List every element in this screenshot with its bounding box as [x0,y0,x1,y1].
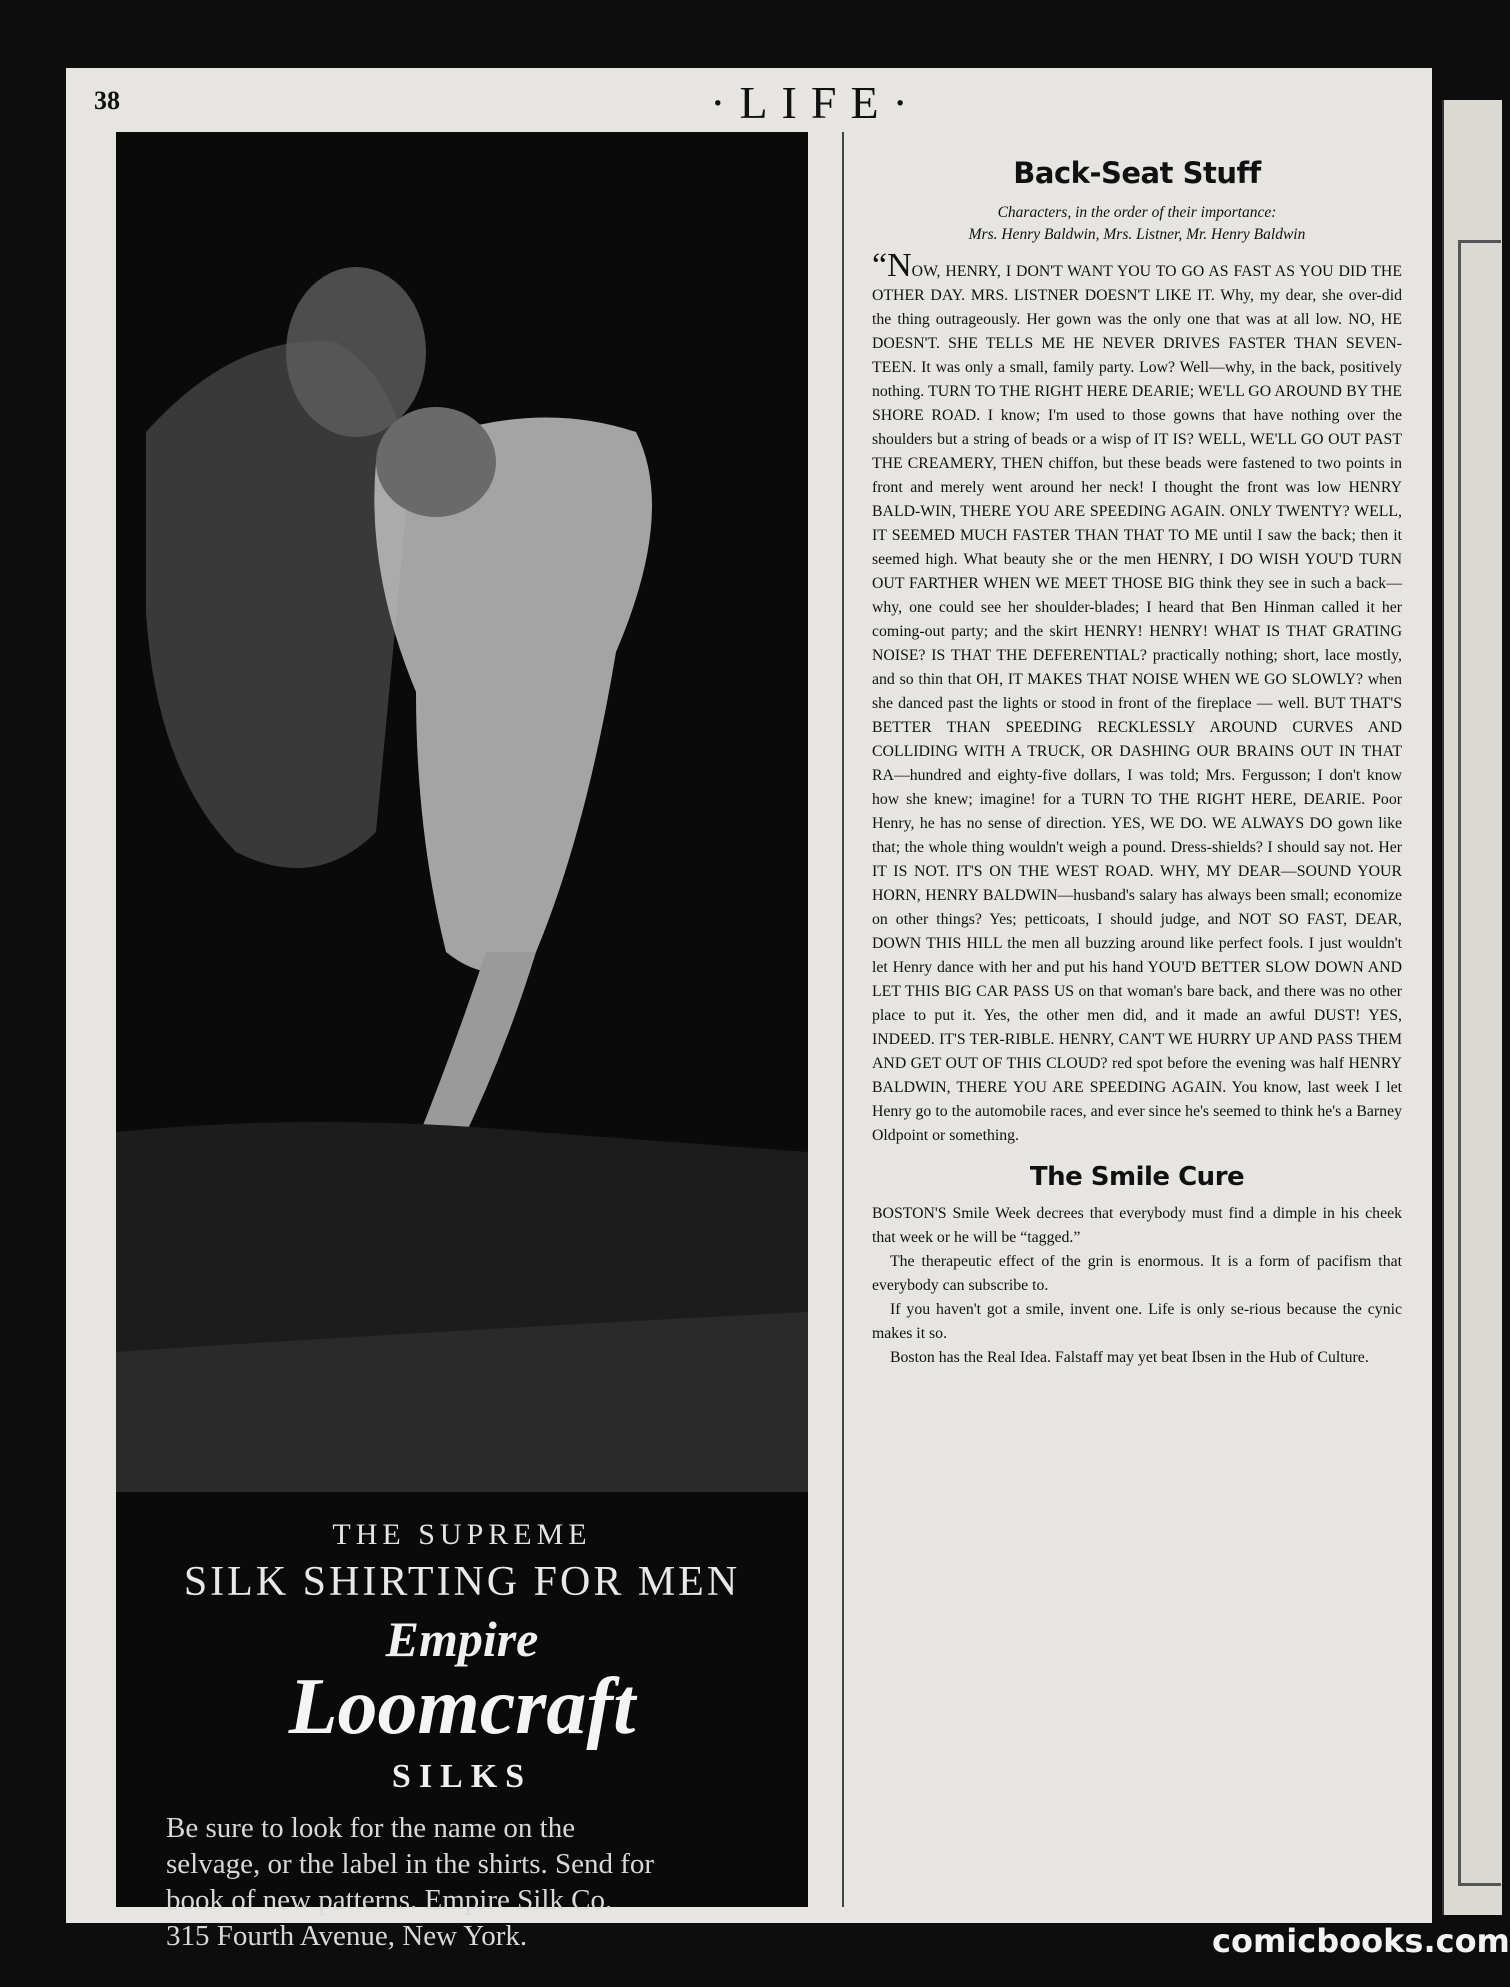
paragraph: If you haven't got a smile, invent one. Life is only se-rious because the cynic makes it so. [872,1301,1402,1342]
adjacent-page-frame [1458,240,1501,1886]
ad-headline-large: SILK SHIRTING FOR MEN [183,1559,741,1605]
article-title: Back-Seat Stuff [1013,156,1261,190]
page-number: 38 [94,86,120,115]
ad-body-line: Be sure to look for the name on the [166,1812,576,1844]
magazine-title: ·LIFE· [710,77,922,128]
ad-headline-small: THE SUPREME [332,1518,592,1551]
paragraph: Boston has the Real Idea. Falstaff may yet beat Ibsen in the Hub of Culture. [890,1349,1369,1366]
paragraph: BOSTON'S Smile Week decrees that everybody must find a dimple in his cheek that week or he will be “tagged.” [872,1205,1402,1246]
advertisement-illustration [116,132,808,1492]
adjacent-page-edge [1442,100,1502,1915]
paragraph: The therapeutic effect of the grin is enormous. It is a form of pacifism that everybody can subscribe to. [872,1253,1402,1294]
drop-cap: “N [872,247,912,284]
ad-body-line: book of new patterns. Empire Silk Co. [166,1884,613,1916]
article-body [872,247,1402,1148]
characters-line: Characters, in the order of their importance: [997,204,1277,221]
characters-line: Mrs. Henry Baldwin, Mrs. Listner, Mr. Henry Baldwin [968,226,1306,243]
watermark: comicbooks.com [1212,1922,1510,1960]
ad-body-line: selvage, or the label in the shirts. Send for [166,1848,655,1880]
characters-list [872,202,1402,246]
ad-body-line: 315 Fourth Avenue, New York. [166,1920,528,1952]
article-column [872,156,1402,1370]
ad-brand-silks: SILKS [391,1758,533,1795]
column-divider [842,132,844,1907]
ad-brand-empire: Empire [385,1611,539,1667]
second-article-title: The Smile Cure [1029,1162,1245,1192]
article-body-text: OW, HENRY, I DON'T WANT YOU TO GO AS FAST AS YOU DID THE OTHER DAY. MRS. LISTNER DOESN'T LIKE IT. Why, my dear, she over-did the thing outrageously. Her gown was the only one that was at all low. NO, HE DOESN'T. SHE TELLS ME HE NEVER DRIVES FASTER THAN SEVEN-TEEN. It was only a small, family party. Low? Well—why, in the back, positively nothing. TURN TO THE RIGHT HERE DEARIE; WE'LL GO AROUND BY THE SHORE ROAD. I know; I'm used to those gowns that have nothing over the shoulders but a string of beads or a wisp of IT IS? WELL, WE'LL GO OUT PAST THE CREAMERY, THEN chiffon, but these beads were fastened to two points in front and merely went around her neck! I thought the front was low HENRY BALD-WIN, THERE YOU ARE SPEEDING AGAIN. ONLY TWENTY? WELL, IT SEEMED MUCH FASTER THAN THAT TO ME until I saw the back; then it seemed high. What beauty she or the men HENRY, I DO WISH YOU'D TURN OUT FARTHER WHEN WE MEET THOSE BIG think they see in such a back—why, one could see her shoulder-blades; I heard that Ben Hinman called it her coming-out party; and the skirt HENRY! HENRY! WHAT IS THAT GRATING NOISE? IS THAT THE DEFERENTIAL? practically nothing; short, lace mostly, and so thin that OH, IT MAKES THAT NOISE WHEN WE GO SLOWLY? when she danced past the lights or stood in front of the fireplace — well. BUT THAT'S BETTER THAN SPEEDING RECKLESSLY AROUND CURVES AND COLLIDING WITH A TRUCK, OR DASHING OUR BRAINS OUT IN THAT RA—hundred and eighty-five dollars, I was told; Mrs. Fergusson; I don't know how she knew; imagine! for a TURN TO THE RIGHT HERE, DEARIE. Poor Henry, he has no sense of direction. YES, WE DO. WE ALWAYS DO gown like that; the whole thing wouldn't weigh a pound. Dress-shields? I should say not. Her IT IS NOT. IT'S ON THE WEST ROAD. WHY, MY DEAR—SOUND YOUR HORN, HENRY BALDWIN—husband's salary has always been small; economize on other things? Yes; petticoats, I should judge, and NOT SO FAST, DEAR, DOWN THIS HILL the men all buzzing around like perfect fools. I just wouldn't let Henry dance with her and put his hand YOU'D BETTER SLOW DOWN AND LET THIS BIG CAR PASS US on that woman's bare back, and there was no other place to put it. Yes, the other men did, and it made an awful DUST! YES, INDEED. IT'S TER-RIBLE. HENRY, CAN'T WE HURRY UP AND PASS THEM AND GET OUT OF THIS CLOUD? red spot before the evening was half HENRY BALDWIN, THERE YOU ARE SPEEDING AGAIN. You know, last week I let Henry go to the automobile races, and ever since he's seemed to think he's a Barney Oldpoint or something. [872,263,1402,1144]
ad-brand-loomcraft: Loomcraft [288,1663,636,1751]
second-article-body [872,1202,1402,1370]
ad-body-text [166,1810,776,1954]
advertisement [116,132,808,1952]
